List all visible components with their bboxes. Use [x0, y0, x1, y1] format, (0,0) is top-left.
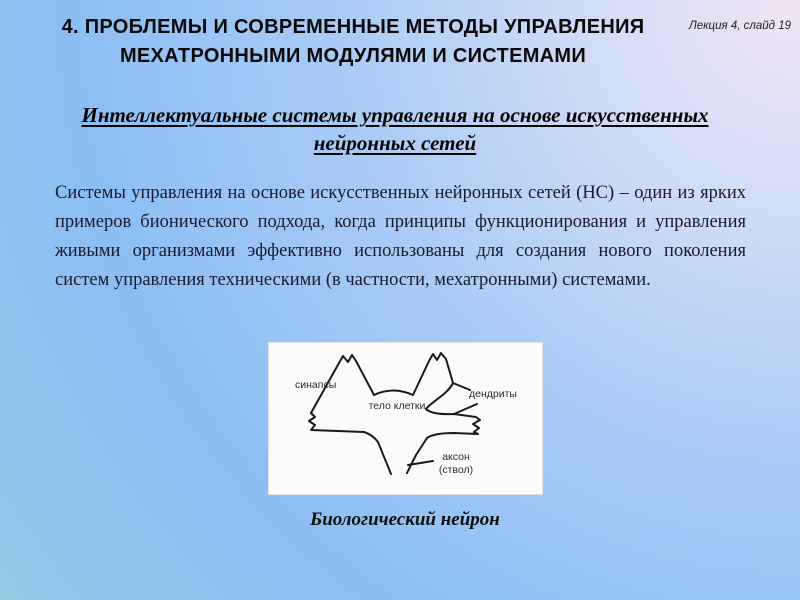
label-synapses: синапсы	[295, 379, 337, 391]
lecture-slide-number: Лекция 4, слайд 19	[688, 20, 791, 32]
neuron-outline-left	[309, 413, 391, 474]
label-axon: аксон (ствол)	[438, 451, 474, 476]
label-dendrites: дендриты	[469, 388, 517, 400]
slide-title-line1: 4. ПРОБЛЕМЫ И СОВРЕМЕННЫЕ МЕТОДЫ УПРАВЛЕНИЯ	[61, 16, 645, 38]
slide-title	[20, 13, 686, 71]
figure-caption: Биологический нейрон	[310, 509, 500, 530]
dendrites-pointer-upper	[453, 383, 470, 390]
slide-title-line2: МЕХАТРОННЫМИ МОДУЛЯМИ И СИСТЕМАМИ	[119, 45, 587, 67]
body-paragraph: Системы управления на основе искусственных нейронных сетей (НС) – один из ярких примеров бионического подхода, когда принципы функционирования и управления живыми организмами эффективно использованы для создания нового поколения систем управления техническими (в частности, мехатронными) системами.	[55, 183, 746, 290]
neuron-drawing	[269, 343, 544, 496]
label-cell-body: тело клетки	[368, 400, 426, 412]
neuron-figure	[268, 342, 543, 495]
dendrites-pointer-lower	[454, 404, 477, 414]
section-subtitle: Интеллектуальные системы управления на основе искусственных нейронных сетей	[81, 103, 709, 155]
